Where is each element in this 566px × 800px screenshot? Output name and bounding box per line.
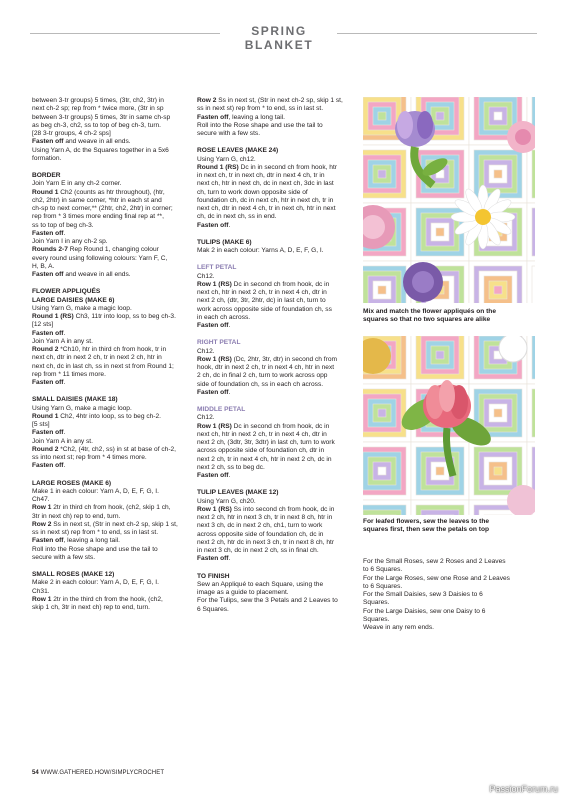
bold-label: Row 2 [32,520,52,528]
paragraph-text: Join Yarn I in any ch-2 sp. [32,238,108,245]
pattern-paragraph [32,446,190,463]
paragraph-gap [197,564,354,573]
paragraph-text: . [63,229,66,237]
paragraph-gap [32,163,190,172]
pattern-paragraph [197,423,354,473]
paragraph-text: Dc in second ch from hook, dc in next ch, htr in next 2 ch, tr in next 4 ch, dtr in next 2 ch, (dtr, 3tr, 2htr, dc) in last ch, turn to work across opposite side of foundation ch, ss in each ch across. [197,280,332,321]
section-heading [32,172,190,180]
pattern-column-1 [32,97,190,612]
pattern-column-3 [363,558,533,632]
paragraph-text: Using Yarn A, dc the Squares together in a 5x6 formation. [32,146,169,162]
paragraph-gap [197,330,354,339]
pattern-paragraph [32,413,190,430]
paragraph-gap [32,279,190,288]
bold-label: Fasten off [32,329,64,337]
bold-label: Row 1 (RS) [197,505,232,513]
page-footer [32,770,164,776]
section-heading [197,406,354,414]
paragraph-text: . [228,388,231,396]
bold-label: Fasten off [197,221,229,229]
page-section-title: SPRING BLANKET [244,24,314,52]
paragraph-text: . [228,555,231,563]
paragraph-text: Ch12. [197,414,215,422]
bold-label: LEFT PETAL [197,264,237,272]
paragraph-text: . [63,462,66,470]
paragraph-text: 2tr in the third ch from the hook, (ch2, skip 1 ch, 3tr in next ch) rep to end, turn. [32,595,163,611]
pattern-paragraph [32,537,190,545]
paragraph-text: Ch12. [197,347,215,355]
paragraph-gap [32,387,190,396]
bold-label: TO FINISH [197,572,230,580]
pattern-paragraph [32,579,190,596]
pattern-paragraph [197,156,354,164]
section-heading [32,396,190,404]
pattern-paragraph [197,356,354,389]
bold-label: RIGHT PETAL [197,339,241,347]
paragraph-text: *Ch2, (4tr, ch2, ss) in st at base of ch-2, ss into next st; rep from * 4 times more. [32,445,177,461]
bold-label: FLOWER APPLIQUÉS LARGE DAISIES (MAKE 6) [32,288,115,304]
pattern-paragraph [197,164,354,222]
bold-label: Fasten off [32,138,64,146]
section-heading [197,573,354,581]
paragraph-text: Using Yarn G, make a magic loop. [32,304,132,312]
paragraph-gap [32,471,190,480]
paragraph-gap [32,562,190,571]
paragraph-gap [197,397,354,406]
bold-label: Fasten off [32,229,64,237]
paragraph-text: Sew an Appliqué to each Square, using the image as a guide to placement. For the Tulips, sew the 3 Petals and 2 Leaves to 6 Squares. [197,580,338,613]
bold-label: Round 2 [32,445,59,453]
paragraph-text: . [63,329,66,337]
bold-label: Round 2 [32,346,59,353]
section-heading [197,264,354,272]
paragraph-text: Make 1 in each colour: Yarn A, D, E, F, G, I. Ch47. [32,487,159,503]
pattern-paragraph [197,472,354,480]
caption-top: Mix and match the flower appliqués on the squares so that no two squares are alike [363,308,496,324]
pattern-paragraph [32,138,190,146]
paragraph-gap [197,255,354,264]
watermark: PassionForum.ru [489,784,558,794]
pattern-paragraph [197,97,354,114]
bold-label: Fasten off [197,472,229,479]
paragraph-text: , leaving a long tail. [228,113,285,121]
pattern-paragraph [32,462,190,470]
pattern-paragraph [32,189,190,230]
pattern-paragraph [197,122,354,139]
bold-label: Row 1 [32,504,52,512]
pattern-paragraph [197,498,354,506]
bold-label: Fasten off [32,462,64,470]
bold-label: Fasten off [197,113,229,121]
bold-label: SMALL ROSES (MAKE 12) [32,571,115,578]
pattern-paragraph [32,338,190,346]
pattern-paragraph [197,389,354,397]
paragraph-text: Ch12. [197,272,215,280]
section-heading [197,489,354,497]
pattern-paragraph [32,405,190,413]
paragraph-text: Roll into the Rose shape and use the tail to secure with a few sts. [197,121,323,137]
paragraph-text: . [228,472,231,479]
paragraph-text: 2tr in third ch from hook, (ch2, skip 1 ch, 3tr in next ch) rep to end, turn. [32,504,171,520]
paragraph-text: and weave in all ends. [63,138,131,146]
pattern-paragraph [32,97,190,138]
pattern-paragraph [32,230,190,238]
bold-label: Round 1 (RS) [197,163,239,171]
bold-label: MIDDLE PETAL [197,406,246,413]
bold-label: Row 2 [197,97,217,104]
bold-label: ROSE LEAVES (MAKE 24) [197,147,279,155]
header-rule-left [30,33,220,34]
pattern-paragraph [32,238,190,246]
bold-label: Row 1 [32,595,52,603]
paragraph-text: Join Yarn A in any st. [32,437,93,445]
bold-label: Fasten off [197,388,229,396]
paragraph-text: . [63,379,66,386]
paragraph-text: (Dc, 2htr, 3tr, dtr) in second ch from hook, dtr in next 2 ch, tr in next 4 ch, htr in next 2 ch, dc in final 2 ch, turn to work across opp side of foundation ch, ss in each ch across. [197,355,337,388]
paragraph-text: *Ch10, htr in third ch from hook, tr in next ch, dtr in next 2 ch, tr in next 2 ch, htr in next ch, dc in last ch, ss in next st from Round 1; rep from * 11 times more. [32,346,174,378]
paragraph-text: Dc in in second ch from hook, htr in next ch, tr in next ch, dtr in next 4 ch, tr in next ch, htr in next ch, dc in next ch, 3dc in last ch, turn to work down opposite side of foundation ch, dc in next ch, htr in next ch, tr in next ch, dtr in next 4 ch, tr in next ch, htr in next ch, dc in next ch, ss in end. [197,163,337,221]
pattern-paragraph [32,379,190,387]
header-rule-right [337,33,537,34]
paragraph-text: Dc in second ch from hook, dc in next ch, htr in next 2 ch, tr in next 4 ch, dtr in next 2 ch, (3dtr, 3tr, 3dtr) in last ch, turn to work across opposite side of foundation ch, dtr in next 2 ch, tr in next 4 ch, htr in next 2 ch, dc in next 2 ch, ss to beg dc. [197,422,335,471]
pattern-paragraph [197,581,354,614]
bold-label: Fasten off [32,429,64,437]
section-heading [32,480,190,488]
pattern-paragraph [197,322,354,330]
pattern-paragraph [32,596,190,613]
bold-label: SMALL DAISIES (MAKE 18) [32,396,118,404]
paragraph-text: Make 2 in each colour: Yarn A, D, E, F, G, I. Ch31. [32,579,159,595]
pattern-paragraph [197,247,354,255]
pattern-paragraph [32,180,190,188]
bold-label: Row 1 (RS) [197,422,232,430]
paragraph-text: , leaving a long tail. [63,537,120,545]
bold-label: TULIP LEAVES (MAKE 12) [197,489,279,497]
bold-label: Round 1 (RS) [32,313,74,320]
paragraph-text: Using Yarn G, ch12. [197,155,256,163]
paragraph-text: and weave in all ends. [63,271,131,278]
bold-label: Round 1 [32,412,59,420]
paragraph-text: between 3-tr groups) 5 times, (3tr, ch2, 3tr) in next ch-2 sp; rep from * twice more, (3tr in sp between 3-tr groups) 5 times, 3tr in same ch-sp as beg ch-3, ch2, ss to top of beg ch-3, turn. [28 3-tr groups, 4 ch-2 sps] [32,97,171,137]
bold-label: Rounds 2-7 [32,246,68,254]
pattern-paragraph [32,504,190,521]
paragraph-text: Mak 2 in each colour: Yarns A, D, E, F, G, I. [197,247,324,254]
section-heading [197,147,354,155]
bold-label: Row 1 (RS) [197,280,232,288]
paragraph-text: . [228,221,231,229]
bold-label: TULIPS (MAKE 6) [197,238,252,246]
pattern-paragraph [32,271,190,279]
paragraph-text: Roll into the Rose shape and use the tail to secure with a few sts. [32,545,158,561]
bold-label: Fasten off [197,322,229,329]
paragraph-text: Ch2 (counts as htr throughout), (htr, ch2, 2htr) in same corner, *htr in each st and ch-sp to next corner,** (2htr, ch2, 2htr) in corner; rep from * 3 times more ending final rep at **, ss to top of beg ch-3. [32,188,173,229]
bold-label: Round 1 [32,188,59,196]
pattern-paragraph [197,273,354,281]
pattern-paragraph [32,246,190,271]
bold-label: Fasten off [32,379,64,386]
pattern-paragraph [363,558,533,632]
bold-label: Fasten off [32,537,64,545]
pattern-paragraph [32,346,190,379]
paragraph-text: Join Yarn E in any ch-2 corner. [32,180,122,188]
bold-label: Fasten off [32,271,64,278]
paragraph-gap [197,480,354,489]
pattern-paragraph [197,555,354,563]
page-number: 54 [32,770,39,776]
section-heading [197,239,354,247]
pattern-paragraph [32,313,190,330]
pattern-paragraph [197,348,354,356]
pattern-paragraph [32,330,190,338]
pattern-paragraph [32,546,190,563]
paragraph-text: Using Yarn G, ch20. [197,497,256,505]
paragraph-gap [197,230,354,239]
paragraph-text: Join Yarn A in any st. [32,337,93,345]
paragraph-text: For the Small Roses, sew 2 Roses and 2 Leaves to 6 Squares. For the Large Roses, sew one Rose and 2 Leaves to 6 Squares. For the Small Daisies, sew 3 Daisies to 6 Squares. For the Large Daisies, sew one Daisy to 6 Squares. Weave in any rem ends. [363,558,510,631]
pattern-column-2 [197,97,354,614]
pattern-paragraph [32,305,190,313]
paragraph-text: Ch2, 4htr into loop, ss to beg ch-2. [5 sts] [32,412,162,428]
blanket-photo-top [363,97,535,303]
paragraph-text: Ss into second ch from hook, dc in next 2 ch, htr in next 3 ch, tr in next 8 ch, htr in next 3 ch, dc in next 2 ch, ch1, turn to work across opposite side of foundation ch, dc in next 2 ch, htr dc in next 3 ch, tr in next 8 ch, htr in next 3 ch, dc in next 2 ch, ss in final ch. [197,505,335,554]
pattern-paragraph [32,521,190,538]
footer-url[interactable]: WWW.GATHERED.HOW/SIMPLYCROCHET [40,770,165,776]
section-heading [32,571,190,579]
bold-label: Row 1 (RS) [197,355,232,363]
paragraph-text: Ch3, 11tr into loop, ss to beg ch-3. [12 sts] [32,313,176,329]
pattern-paragraph [32,147,190,164]
paragraph-text: . [63,429,66,437]
paragraph-text: . [228,322,231,329]
pattern-paragraph [32,488,190,505]
pattern-paragraph [197,222,354,230]
section-heading [197,339,354,347]
paragraph-text: Ss in next st, (Str in next ch-2 sp, skip 1 st, ss in next st) rep from * to end, ss in last st. [197,97,343,113]
blanket-photo-bottom [363,336,535,515]
bold-label: BORDER [32,172,61,179]
paragraph-text: Ss in next st, (Str in next ch-2 sp, skip 1 st, ss in next st) rep from * to end, ss in last st. [32,520,178,536]
caption-bottom: For leafed flowers, sew the leaves to the squares first, then sew the petals on top [363,518,490,534]
section-heading [32,288,190,305]
pattern-paragraph [197,114,354,122]
pattern-paragraph [197,414,354,422]
paragraph-gap [197,138,354,147]
pattern-paragraph [32,438,190,446]
bold-label: Fasten off [197,555,229,563]
paragraph-text: Rep Round 1, changing colour every round using following colours: Yarn F, C, H, B, A. [32,246,168,270]
pattern-paragraph [32,429,190,437]
paragraph-text: Using Yarn G, make a magic loop. [32,404,132,412]
pattern-paragraph [197,506,354,556]
bold-label: LARGE ROSES (MAKE 6) [32,479,112,487]
pattern-paragraph [197,281,354,322]
